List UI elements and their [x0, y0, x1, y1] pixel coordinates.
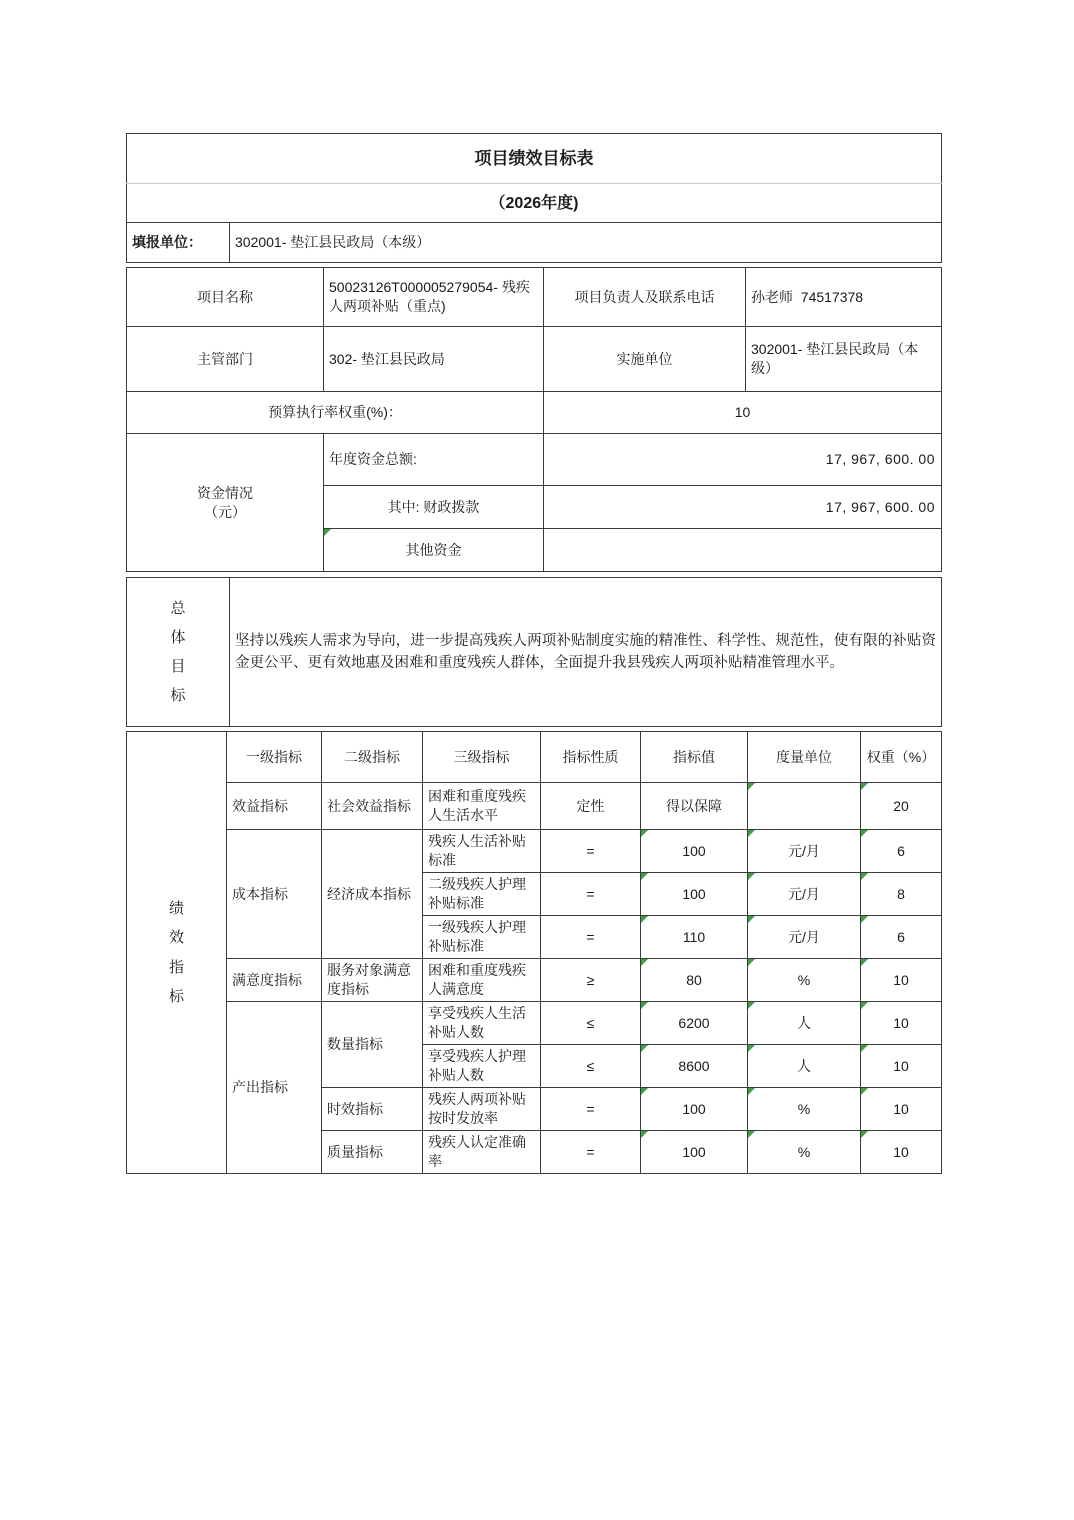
cell-level2: 服务对象满意度指标 — [322, 959, 423, 1002]
col-header-nature: 指标性质 — [541, 732, 641, 783]
dept-label: 主管部门 — [127, 327, 324, 392]
cell-level2: 时效指标 — [322, 1088, 423, 1131]
impl-unit-value: 302001- 垫江县民政局（本级） — [746, 327, 942, 392]
funds-fiscal-value: 17, 967, 600. 00 — [544, 486, 942, 529]
funds-fiscal-label: 其中: 财政拨款 — [324, 486, 544, 529]
budget-rate-value: 10 — [544, 392, 942, 434]
indicators-side-label — [127, 732, 227, 1174]
col-header-level3: 三级指标 — [423, 732, 541, 783]
cell-level3: 一级残疾人护理补贴标准 — [423, 916, 541, 959]
col-header-unit: 度量单位 — [748, 732, 861, 783]
indicator-row — [127, 830, 942, 873]
cell-level1: 满意度指标 — [227, 959, 322, 1002]
report-unit-value: 302001- 垫江县民政局（本级） — [230, 223, 942, 263]
cell-level1: 产出指标 — [227, 1002, 322, 1174]
dept-value: 302- 垫江县民政局 — [324, 327, 544, 392]
overall-goal-text: 坚持以残疾人需求为导向，进一步提高残疾人两项补贴制度实施的精准性、科学性、规范性，使有限的补贴资金更公平、更有效地惠及困难和重度残疾人群体，全面提升我县残疾人两项补贴精准管理水平。 — [230, 578, 942, 727]
cell-nature: = — [541, 830, 641, 873]
cell-weight: 8 — [861, 873, 942, 916]
cell-unit: 元/月 — [748, 916, 861, 959]
funds-total-label: 年度资金总额: — [324, 434, 544, 486]
project-name-label: 项目名称 — [127, 268, 324, 327]
cell-level2: 数量指标 — [322, 1002, 423, 1088]
cell-weight: 10 — [861, 1002, 942, 1045]
cell-nature: 定性 — [541, 783, 641, 830]
cell-level1: 成本指标 — [227, 830, 322, 959]
cell-value: 6200 — [641, 1002, 748, 1045]
cell-level2: 质量指标 — [322, 1131, 423, 1174]
cell-nature: = — [541, 1088, 641, 1131]
project-manager-value: 孙老师 74517378 — [746, 268, 942, 327]
cell-unit: % — [748, 1131, 861, 1174]
cell-nature: ≤ — [541, 1045, 641, 1088]
project-name-value: 50023126T000005279054- 残疾人两项补贴（重点) — [324, 268, 544, 327]
funds-group-label-line2: （元） — [204, 503, 246, 520]
cell-unit — [748, 783, 861, 830]
cell-weight: 10 — [861, 959, 942, 1002]
col-header-weight: 权重（%） — [861, 732, 942, 783]
cell-level3: 二级残疾人护理补贴标准 — [423, 873, 541, 916]
cell-level3: 享受残疾人护理补贴人数 — [423, 1045, 541, 1088]
cell-value: 得以保障 — [641, 783, 748, 830]
indicator-header-row — [127, 732, 942, 783]
performance-target-sheet — [126, 133, 941, 1174]
cell-level3: 残疾人生活补贴标准 — [423, 830, 541, 873]
cell-level3: 困难和重度残疾人生活水平 — [423, 783, 541, 830]
cell-nature: = — [541, 1131, 641, 1174]
col-header-level2: 二级指标 — [322, 732, 423, 783]
overall-goal-label-text: 总体目标 — [170, 599, 186, 705]
overall-goal-label — [127, 578, 230, 727]
project-info-block — [126, 267, 942, 572]
funds-other-value — [544, 529, 942, 572]
indicators-block — [126, 731, 942, 1174]
impl-unit-label: 实施单位 — [544, 327, 746, 392]
project-manager-label: 项目负责人及联系电话 — [544, 268, 746, 327]
cell-nature: ≥ — [541, 959, 641, 1002]
cell-unit: 元/月 — [748, 830, 861, 873]
indicator-row — [127, 1002, 942, 1045]
report-unit-label: 填报单位： — [127, 223, 230, 263]
cell-value: 100 — [641, 873, 748, 916]
cell-value: 100 — [641, 1131, 748, 1174]
budget-rate-label: 预算执行率权重(%)： — [127, 392, 544, 434]
cell-value: 8600 — [641, 1045, 748, 1088]
cell-level3: 残疾人两项补贴按时发放率 — [423, 1088, 541, 1131]
cell-weight: 6 — [861, 916, 942, 959]
cell-weight: 10 — [861, 1088, 942, 1131]
title-block — [126, 133, 942, 263]
page-subtitle: （2026年度) — [127, 184, 942, 223]
indicators-side-label-text: 绩效指标 — [168, 900, 184, 1005]
funds-total-value: 17, 967, 600. 00 — [544, 434, 942, 486]
cell-value: 100 — [641, 830, 748, 873]
cell-unit: 元/月 — [748, 873, 861, 916]
page-title: 项目绩效目标表 — [127, 134, 942, 184]
funds-group-label — [127, 434, 324, 572]
cell-level2: 经济成本指标 — [322, 830, 423, 959]
cell-unit: 人 — [748, 1002, 861, 1045]
cell-level2: 社会效益指标 — [322, 783, 423, 830]
cell-weight: 10 — [861, 1045, 942, 1088]
cell-weight: 10 — [861, 1131, 942, 1174]
indicator-row — [127, 959, 942, 1002]
cell-weight: 20 — [861, 783, 942, 830]
cell-value: 100 — [641, 1088, 748, 1131]
funds-group-label-line1: 资金情况 — [197, 484, 253, 501]
col-header-value: 指标值 — [641, 732, 748, 783]
cell-unit: 人 — [748, 1045, 861, 1088]
cell-weight: 6 — [861, 830, 942, 873]
cell-nature: ≤ — [541, 1002, 641, 1045]
overall-goal-block — [126, 577, 942, 727]
cell-unit: % — [748, 959, 861, 1002]
indicator-row — [127, 783, 942, 830]
cell-unit: % — [748, 1088, 861, 1131]
cell-level3: 残疾人认定准确率 — [423, 1131, 541, 1174]
cell-level3: 困难和重度残疾人满意度 — [423, 959, 541, 1002]
cell-value: 110 — [641, 916, 748, 959]
cell-value: 80 — [641, 959, 748, 1002]
cell-level3: 享受残疾人生活补贴人数 — [423, 1002, 541, 1045]
cell-nature: = — [541, 916, 641, 959]
col-header-level1: 一级指标 — [227, 732, 322, 783]
funds-other-label: 其他资金 — [324, 529, 544, 572]
cell-level1: 效益指标 — [227, 783, 322, 830]
cell-nature: = — [541, 873, 641, 916]
